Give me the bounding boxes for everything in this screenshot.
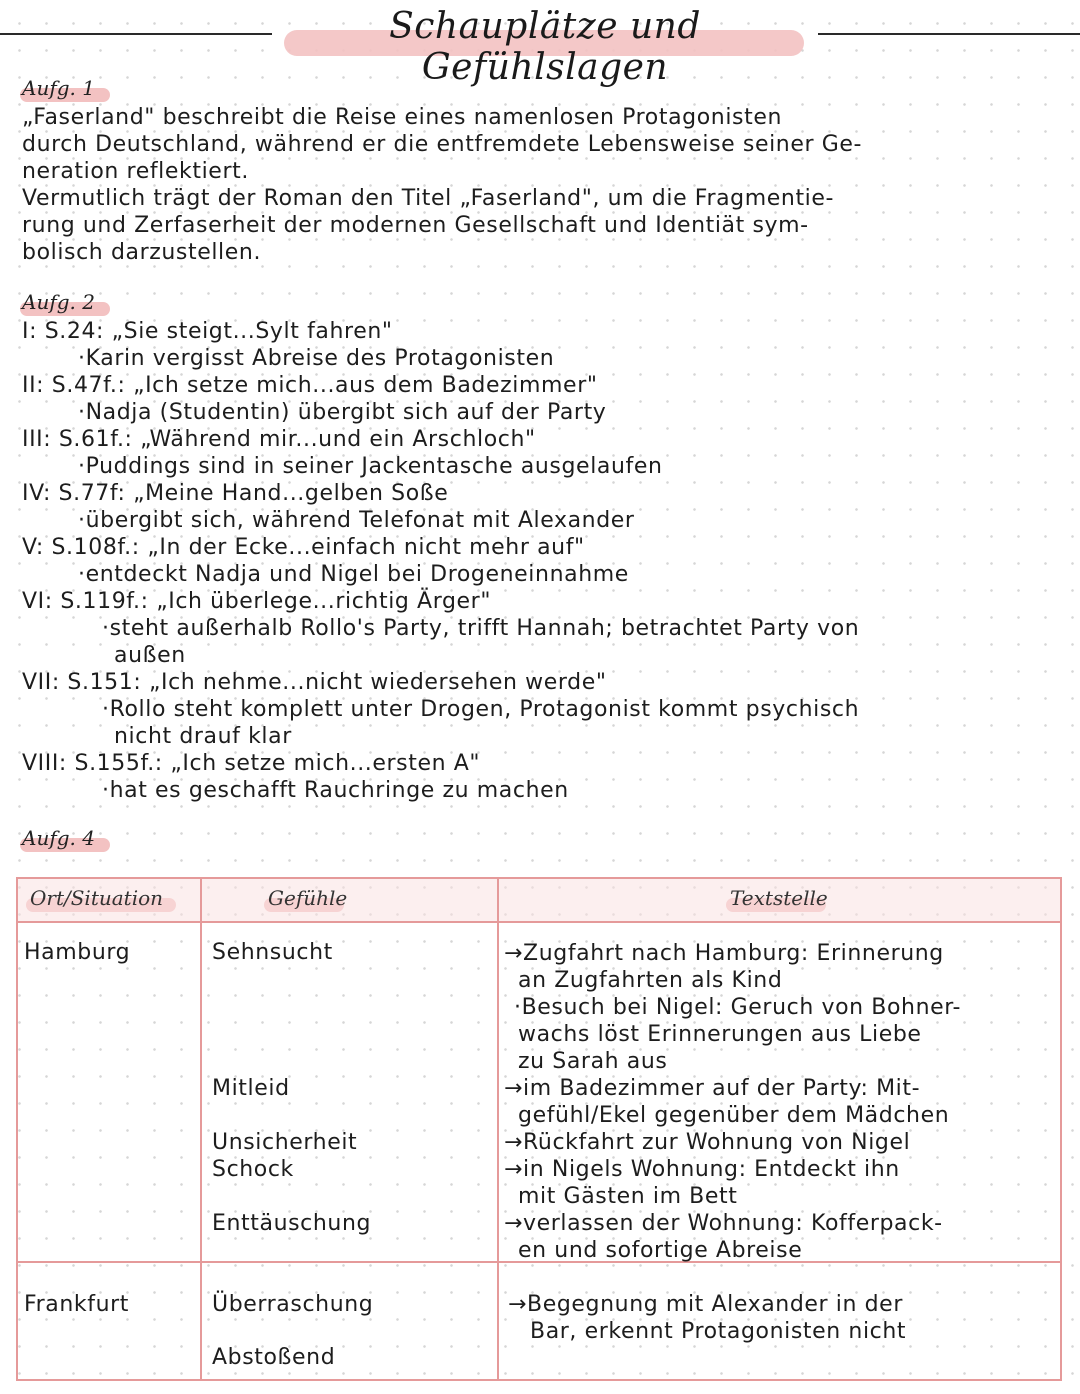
table-cell-text: →im Badezimmer auf der Party: Mit- (504, 1076, 921, 1101)
aufg4-heading-text: Aufg. 4 (22, 826, 95, 850)
aufg2-line: VIII: S.155f.: „Ich setze mich...ersten A" (22, 751, 481, 776)
aufg4-heading (22, 826, 95, 852)
aufg2-line: V: S.108f.: „In der Ecke...einfach nicht mehr auf" (22, 535, 585, 560)
aufg2-line: VII: S.151: „Ich nehme...nicht wiedersehen werde" (22, 670, 607, 695)
aufg1-line: bolisch darzustellen. (22, 240, 262, 265)
title-block (270, 2, 820, 88)
table-cell-place: Frankfurt (24, 1292, 130, 1317)
table-cell-feeling: Mitleid (212, 1076, 290, 1101)
aufg2-line: ·Nadja (Studentin) übergibt sich auf der Party (78, 400, 607, 425)
aufg1-line: rung und Zerfaserheit der modernen Gesellschaft und Identiät sym- (22, 213, 809, 238)
aufg2-line: nicht drauf klar (114, 724, 292, 749)
table-cell-text: →Begegnung mit Alexander in der (508, 1292, 903, 1317)
table-cell-text: →Zugfahrt nach Hamburg: Erinnerung (504, 941, 944, 966)
table-cell-text: →Rückfahrt zur Wohnung von Nigel (504, 1130, 911, 1155)
aufg1-line: durch Deutschland, während er die entfremdete Lebensweise seiner Ge- (22, 132, 863, 157)
table-col-divider (200, 879, 202, 1379)
aufg2-line: ·Rollo steht komplett unter Drogen, Protagonist kommt psychisch (102, 697, 860, 722)
table-cell-text: →in Nigels Wohnung: Entdeckt ihn (504, 1157, 900, 1182)
aufg2-line: ·Karin vergisst Abreise des Protagonisten (78, 346, 555, 371)
table-cell-place: Hamburg (24, 940, 131, 965)
table-col-divider (497, 879, 499, 1379)
aufg1-line: „Faserland" beschreibt die Reise eines namenlosen Protagonisten (22, 105, 782, 130)
table-cell-text: mit Gästen im Bett (518, 1184, 738, 1209)
table-header-row (18, 879, 1060, 923)
aufg1-line: Vermutlich trägt der Roman den Titel „Faserland", um die Fragmentie- (22, 186, 835, 211)
aufg2-line: I: S.24: „Sie steigt...Sylt fahren" (22, 319, 393, 344)
aufg2-line: II: S.47f.: „Ich setze mich...aus dem Badezimmer" (22, 373, 598, 398)
aufg1-heading (22, 76, 95, 102)
feelings-table (16, 877, 1062, 1381)
aufg2-line: III: S.61f.: „Während mir...und ein Arschloch" (22, 427, 536, 452)
table-cell-text: →verlassen der Wohnung: Kofferpack- (504, 1211, 943, 1236)
aufg2-line: ·steht außerhalb Rollo's Party, trifft Hannah; betrachtet Party von (102, 616, 860, 641)
table-cell-text: zu Sarah aus (518, 1049, 668, 1074)
aufg2-line: ·Puddings sind in seiner Jackentasche ausgelaufen (78, 454, 663, 479)
table-cell-text: gefühl/Ekel gegenüber dem Mädchen (518, 1103, 950, 1128)
aufg2-line: ·hat es geschafft Rauchringe zu machen (102, 778, 569, 803)
table-cell-feeling: Abstoßend (212, 1345, 336, 1370)
table-cell-text: en und sofortige Abreise (518, 1238, 803, 1263)
table-cell-text: ·Besuch bei Nigel: Geruch von Bohner- (514, 995, 962, 1020)
page-title: Schauplätze und Gefühlslagen (389, 6, 701, 88)
table-cell-text: wachs löst Erinnerungen aus Liebe (518, 1022, 922, 1047)
table-header-feelings: Gefühle (268, 886, 347, 910)
aufg2-line: ·übergibt sich, während Telefonat mit Alexander (78, 508, 635, 533)
aufg2-heading (22, 290, 95, 316)
aufg2-line: ·entdeckt Nadja und Nigel bei Drogeneinnahme (78, 562, 629, 587)
table-cell-feeling: Sehnsucht (212, 940, 333, 965)
title-rule-right (818, 33, 1080, 35)
aufg1-line: neration reflektiert. (22, 159, 249, 184)
aufg2-line: außen (114, 643, 186, 668)
table-cell-feeling: Schock (212, 1157, 294, 1182)
table-cell-feeling: Überraschung (212, 1292, 374, 1317)
aufg2-heading-text: Aufg. 2 (22, 290, 95, 314)
table-cell-text: an Zugfahrten als Kind (518, 968, 783, 993)
table-cell-feeling: Enttäuschung (212, 1211, 372, 1236)
aufg1-heading-text: Aufg. 1 (22, 76, 95, 100)
table-cell-text: Bar, erkennt Protagonisten nicht (530, 1319, 907, 1344)
table-header-place: Ort/Situation (30, 886, 163, 910)
aufg2-line: IV: S.77f: „Meine Hand...gelben Soße (22, 481, 449, 506)
title-rule-left (0, 33, 272, 35)
table-cell-feeling: Unsicherheit (212, 1130, 358, 1155)
aufg2-line: VI: S.119f.: „Ich überlege...richtig Ärger" (22, 589, 492, 614)
table-header-textstelle: Textstelle (730, 886, 828, 910)
